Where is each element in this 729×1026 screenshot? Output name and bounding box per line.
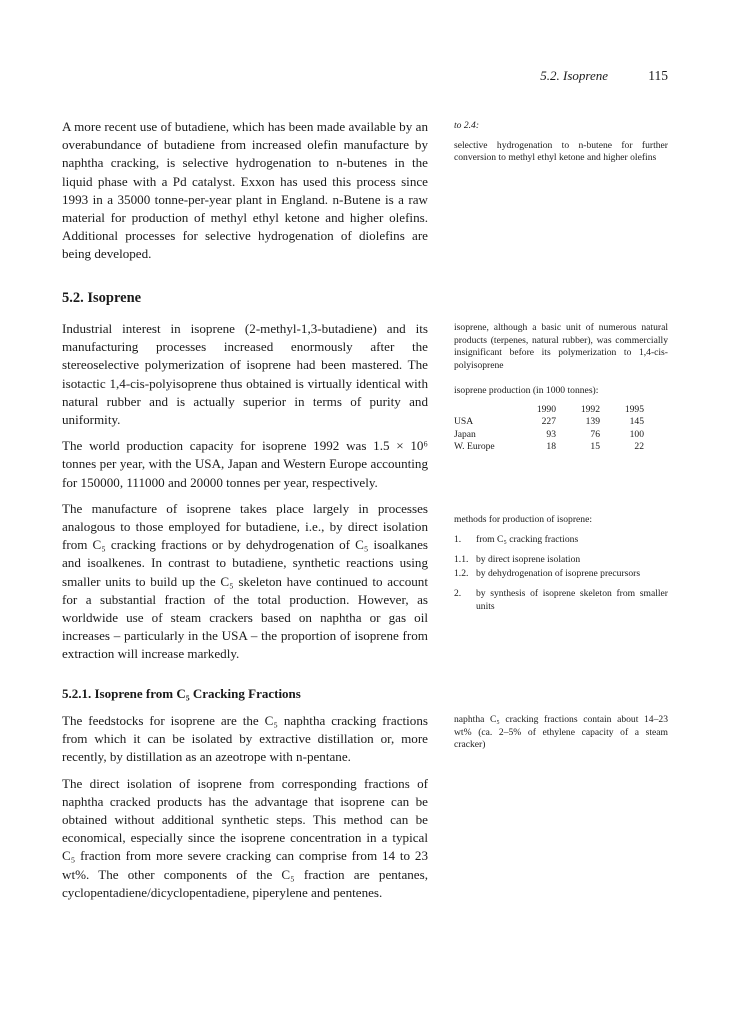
value-cell: 227 xyxy=(541,416,556,427)
list-number: 2. xyxy=(454,588,462,599)
section-heading: 5.2. Isoprene xyxy=(62,290,142,306)
methods-block xyxy=(454,514,668,618)
list-number: 1.2. xyxy=(454,567,469,579)
value-cell: 76 xyxy=(590,428,600,440)
section-margin-note-1 xyxy=(454,322,668,372)
value-cell: 139 xyxy=(585,416,600,427)
value-cell: 93 xyxy=(546,428,556,440)
section-paragraph-2: The world production capacity for isoprene 1992 was 1.5 × 10⁶ tonnes per year, with the USA, Japan and Western Europe accounting for 150000, 111000 and 20000 tonnes per year, respectively. xyxy=(62,438,428,490)
year-1995: 1995 xyxy=(624,403,644,415)
subsection-heading: 5.2.1. Isoprene from C₅ Cracking Fractions xyxy=(62,686,301,701)
country-cell: Japan xyxy=(454,428,476,440)
value-cell: 22 xyxy=(634,441,644,452)
list-item xyxy=(454,568,668,581)
list-item xyxy=(454,554,668,567)
section-column xyxy=(62,320,428,672)
list-number: 1. xyxy=(454,533,462,545)
list-text: by direct isoprene isolation xyxy=(476,554,581,565)
production-title: isoprene production (in 1000 tonnes): xyxy=(454,385,599,396)
value-cell: 100 xyxy=(629,428,644,440)
list-text: by synthesis of isoprene skeleton from smaller units xyxy=(476,588,668,612)
running-head: 5.2. Isoprene xyxy=(540,68,608,83)
country-cell: USA xyxy=(454,416,474,427)
value-cell: 145 xyxy=(629,416,644,427)
value-cell: 15 xyxy=(590,441,600,452)
methods-list xyxy=(454,534,668,614)
table-row xyxy=(454,429,650,442)
list-number: 1.1. xyxy=(454,554,469,565)
table-header-row xyxy=(454,404,650,417)
subsection-paragraph-1: The feedstocks for isoprene are the C₅ naphtha cracking fractions from which it can be isolated by extractive distillation or, more recently, by distillation as an azeotrope with n-pentane. xyxy=(62,713,428,765)
isoprene-note: isoprene, although a basic unit of numerous natural products (terpenes, natural rubber), was commercially insignificant before its polymerization to 1,4-cis-polyisoprene xyxy=(454,322,668,371)
value-cell: 18 xyxy=(546,441,556,452)
list-text: by dehydrogenation of isoprene precursors xyxy=(476,567,641,579)
table-row xyxy=(454,441,650,454)
year-1990: 1990 xyxy=(536,403,556,415)
page-header xyxy=(60,68,668,88)
list-item xyxy=(454,588,668,613)
production-table xyxy=(454,404,650,454)
methods-title: methods for production of isoprene: xyxy=(454,514,593,525)
cracking-note: naphtha C₅ cracking fractions contain about 14–23 wt% (ca. 2–5% of ethylene capacity of a steam cracker) xyxy=(454,714,668,750)
subsection-margin xyxy=(454,714,668,752)
intro-margin-note: selective hydrogenation to n-butene for further conversion to methyl ethyl ketone and higher olefins xyxy=(454,139,668,163)
intro-column xyxy=(62,118,428,272)
intro-margin xyxy=(454,120,668,165)
page-number: 115 xyxy=(648,68,668,83)
subsection-paragraph-2: The direct isolation of isoprene from corresponding fractions of naphtha cracked products has the advantage that isoprene can be obtained without additional synthetic steps. This method can be economical, especially since the isoprene concentration in a typical C₅ fraction from more severe cracking can comprise from 14 to 23 wt%. The other components of the C₅ fraction are pentanes, cyclopentadiene/dicyclopentadiene, piperylene and pentenes. xyxy=(62,775,428,900)
year-1992: 1992 xyxy=(580,403,600,415)
section-paragraph-3: The manufacture of isoprene takes place largely in processes analogous to those employed for butadiene, i.e., by direct isolation from C₅ cracking fractions or by dehydrogenation of C₅ isoalkanes and isoalkenes. In contrast to butadiene, synthetic reactions using smaller units to build up the C₅ skeleton have continued to account for a substantial fraction of the total production. However, as worldwide use of steam crackers based on naphtha or gas oil increases – particularly in the USA – the proportion of isoprene from extraction will increase markedly. xyxy=(62,500,428,662)
section-paragraph-1: Industrial interest in isoprene (2-methyl-1,3-butadiene) and its manufacturing processes increased enormously after the stereoselective polymerization of isoprene had been mastered. The isotactic 1,4-cis-polyisoprene thus obtained is virtually identical with natural rubber and is actually superior in terms of purity and uniformity. xyxy=(62,321,428,428)
list-text: from C₅ cracking fractions xyxy=(476,533,579,545)
country-cell: W. Europe xyxy=(454,441,495,452)
intro-paragraph: A more recent use of butadiene, which has been made available by an overabundance of butadiene from increased olefin manufacture by naphtha cracking, is selective hydrogenation to n-butenes in the liquid phase with a Pd catalyst. Exxon has used this process since 1993 in a 35000 tonne-per-year plant in England. n-Butene is a raw material for production of methyl ethyl ketone and higher olefins. Additional processes for selective hydrogenation of diolefins are being developed. xyxy=(62,119,428,262)
table-row xyxy=(454,416,650,429)
production-block xyxy=(454,385,668,454)
margin-reference: to 2.4: xyxy=(454,120,480,131)
subsection-column xyxy=(62,712,428,910)
list-item xyxy=(454,534,668,547)
